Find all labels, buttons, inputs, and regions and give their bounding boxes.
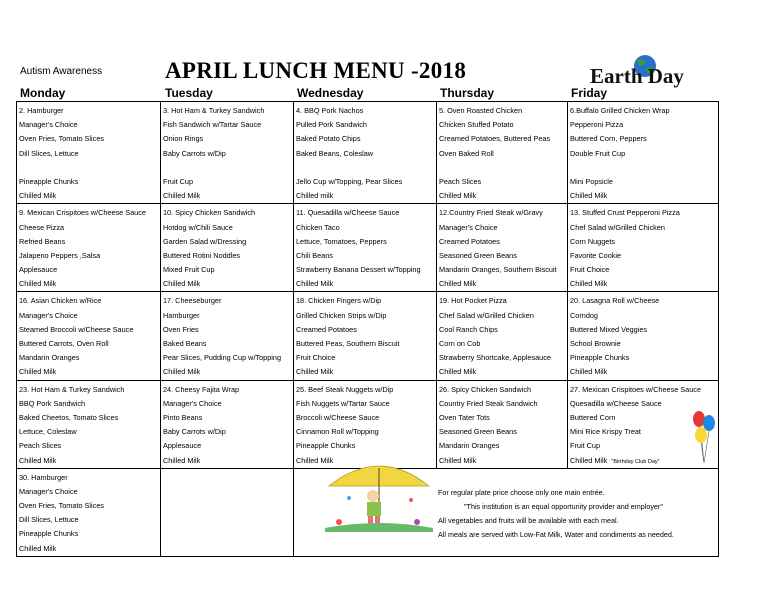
menu-cell-empty xyxy=(161,468,294,556)
balloons-icon xyxy=(690,409,716,465)
menu-item: Fish Nuggets w/Tartar Sauce xyxy=(296,398,390,408)
menu-item: Onion Rings xyxy=(163,134,204,144)
menu-item: Buttered Corn xyxy=(570,412,616,422)
menu-item: 10. Spicy Chicken Sandwich xyxy=(163,208,256,218)
menu-item: Fruit Choice xyxy=(296,353,336,363)
menu-item: Chilled Milk xyxy=(163,279,201,289)
menu-item: Manager's Choice xyxy=(439,222,498,232)
menu-item: Chilled Milk xyxy=(19,367,57,377)
menu-item: Chilled Milk xyxy=(439,191,477,201)
note-line: "This institution is an equal opportunity provider and employer" xyxy=(464,502,663,511)
menu-item: Fruit Choice xyxy=(570,265,610,275)
menu-cell xyxy=(437,102,568,204)
menu-item: 16. Asian Chicken w/Rice xyxy=(19,296,102,306)
menu-cell xyxy=(161,292,294,380)
menu-item: Broccoli w/Cheese Sauce xyxy=(296,412,380,422)
menu-item: Creamed Potatoes xyxy=(296,324,357,334)
menu-item: Chilled Milk xyxy=(439,279,477,289)
note-line: All meals are served with Low-Fat Milk, Water and condiments as needed. xyxy=(438,530,674,539)
week-row xyxy=(17,380,719,468)
menu-item: Peach Slices xyxy=(439,176,482,186)
menu-item: Chilled Milk xyxy=(163,455,201,465)
menu-item xyxy=(163,161,291,175)
menu-item: Manager's Choice xyxy=(19,486,78,496)
day-header-monday: Monday xyxy=(20,86,66,100)
menu-cell xyxy=(437,292,568,380)
menu-item: Mini Rice Krispy Treat xyxy=(570,427,641,437)
menu-item: Hotdog w/Chili Sauce xyxy=(163,222,233,232)
menu-item: Strawberry Shortcake, Applesauce xyxy=(439,353,551,363)
menu-item: Mandarin Oranges, Southern Biscuit xyxy=(439,265,557,275)
menu-cell xyxy=(437,204,568,292)
menu-item: Garden Salad w/Dressing xyxy=(163,236,247,246)
menu-item: Quesadilla w/Cheese Sauce xyxy=(570,398,662,408)
earth-day-logo-text: Earth Day xyxy=(590,64,684,88)
menu-item: Pear Slices, Pudding Cup w/Topping xyxy=(163,353,282,363)
menu-item: Seasoned Green Beans xyxy=(439,427,517,437)
menu-item-text: Chilled Milk xyxy=(570,455,608,465)
birthday-note: "Birthday Club Day" xyxy=(611,458,660,465)
page-title: APRIL LUNCH MENU -2018 xyxy=(165,58,467,83)
menu-item: Corndog xyxy=(570,310,598,320)
menu-item: 4. BBQ Pork Nachos xyxy=(296,106,364,115)
menu-item: 27. Mexican Crispitoes w/Cheese Sauce xyxy=(570,384,702,394)
menu-item: Manager's Choice xyxy=(163,398,222,408)
menu-item: Buttered Rotini Noddles xyxy=(163,250,241,260)
menu-item: Buttered Corn, Peppers xyxy=(570,134,647,144)
menu-item: Oven Fries, Tomato Slices xyxy=(19,134,105,144)
menu-item: 30. Hamburger xyxy=(19,472,68,482)
menu-item: Chilled Milk xyxy=(19,279,57,289)
menu-item: Baked Beans, Coleslaw xyxy=(296,148,374,158)
menu-cell xyxy=(294,204,437,292)
menu-item: 12.Country Fried Steak w/Gravy xyxy=(439,208,543,218)
week-row xyxy=(17,292,719,380)
menu-item: Oven Baked Roll xyxy=(439,148,494,158)
menu-item: Oven Fries xyxy=(163,324,199,334)
menu-item: Creamed Potatoes xyxy=(439,236,500,246)
menu-item: Pineapple Chunks xyxy=(19,529,79,539)
menu-item: Buttered Mixed Veggies xyxy=(570,324,648,334)
week-row xyxy=(17,204,719,292)
menu-cell xyxy=(437,380,568,468)
menu-item: 6.Buffalo Grilled Chicken Wrap xyxy=(570,106,670,115)
day-header-tuesday: Tuesday xyxy=(165,86,213,100)
menu-item: Chilled Milk xyxy=(439,455,477,465)
menu-item: Oven Fries, Tomato Slices xyxy=(19,501,105,511)
menu-item: Steamed Broccoli w/Cheese Sauce xyxy=(19,324,134,334)
menu-cell xyxy=(17,204,161,292)
menu-item xyxy=(570,161,716,175)
menu-item: Peach Slices xyxy=(19,441,62,451)
menu-item: 25. Beef Steak Nuggets w/Dip xyxy=(296,384,394,394)
menu-item: Chilled Milk xyxy=(570,367,608,377)
menu-item: Fruit Cup xyxy=(570,441,601,451)
menu-item xyxy=(439,161,565,175)
menu-item: Cheese Pizza xyxy=(19,222,65,232)
menu-cell xyxy=(17,292,161,380)
menu-item: Baby Carrots w/Dip xyxy=(163,148,226,158)
menu-item: Chilled Milk xyxy=(296,455,334,465)
menu-item: Chilled Milk xyxy=(296,367,334,377)
menu-item: Lettuce, Tomatoes, Peppers xyxy=(296,236,387,246)
menu-item: Pinto Beans xyxy=(163,412,203,422)
menu-item: Chilled Milk xyxy=(439,367,477,377)
menu-item: Lettuce, Coleslaw xyxy=(19,427,77,437)
menu-item: Chilled Milk xyxy=(19,191,57,201)
menu-cell xyxy=(17,380,161,468)
menu-item: Seasoned Green Beans xyxy=(439,250,517,260)
menu-item: 26. Spicy Chicken Sandwich xyxy=(439,384,532,394)
menu-item: Chicken Stuffed Potato xyxy=(439,120,514,130)
menu-item: 2. Hamburger xyxy=(19,106,64,115)
menu-item: Chef Salad w/Grilled Chicken xyxy=(570,222,665,232)
day-header-friday: Friday xyxy=(571,86,608,100)
subtitle: Autism Awareness xyxy=(20,66,103,77)
menu-item: 19. Hot Pocket Pizza xyxy=(439,296,507,306)
menu-item: Buttered Carrots, Oven Roll xyxy=(19,339,109,348)
menu-item: Fruit Cup xyxy=(163,176,194,186)
menu-item: Baby Carrots w/Dip xyxy=(163,427,226,437)
menu-item: Corn on Cob xyxy=(439,339,481,348)
menu-item: Creamed Potatoes, Buttered Peas xyxy=(439,134,551,144)
menu-item: Chicken Taco xyxy=(296,222,340,232)
menu-item: 3. Hot Ham & Turkey Sandwich xyxy=(163,106,265,115)
menu-item: Chilled Milk xyxy=(163,191,201,201)
menu-item: BBQ Pork Sandwich xyxy=(19,398,86,408)
menu-item: Chilled Milk xyxy=(19,543,57,553)
menu-item: Mixed Fruit Cup xyxy=(163,265,215,275)
menu-item: Mandarin Oranges xyxy=(19,353,80,363)
menu-cell xyxy=(568,102,719,204)
menu-item: Chilled Milk xyxy=(19,455,57,465)
umbrella-child-illustration xyxy=(325,458,433,532)
menu-item: Fish Sandwich w/Tartar Sauce xyxy=(163,120,262,130)
menu-item: Jello Cup w/Topping, Pear Slices xyxy=(296,176,403,186)
menu-item: Jalapeno Peppers ,Salsa xyxy=(19,250,101,260)
menu-item: Baked Cheetos, Tomato Slices xyxy=(19,412,119,422)
menu-cell xyxy=(294,292,437,380)
menu-cell xyxy=(17,468,161,556)
menu-item: Chilled Milk xyxy=(163,367,201,377)
menu-item: Grilled Chicken Strips w/Dip xyxy=(296,310,387,320)
menu-item: Mandarin Oranges xyxy=(439,441,500,451)
menu-item: 23. Hot Ham & Turkey Sandwich xyxy=(19,384,125,394)
menu-item xyxy=(296,161,434,175)
menu-item: Pepperoni Pizza xyxy=(570,120,624,130)
menu-item: School Brownie xyxy=(570,339,621,348)
menu-item: Manager's Choice xyxy=(19,120,78,130)
menu-cell xyxy=(568,204,719,292)
day-header-wednesday: Wednesday xyxy=(297,86,364,100)
menu-item: 18. Chicken Fingers w/Dip xyxy=(296,296,382,306)
menu-item: Pulled Pork Sandwich xyxy=(296,120,367,130)
menu-item: Applesauce xyxy=(19,265,58,275)
menu-item: 11. Quesadilla w/Cheese Sauce xyxy=(296,208,400,218)
menu-item: 5. Oven Roasted Chicken xyxy=(439,106,523,115)
menu-item: Double Fruit Cup xyxy=(570,148,626,158)
menu-item: 17. Cheeseburger xyxy=(163,296,222,306)
menu-item: Dill Slices, Lettuce xyxy=(19,515,79,525)
menu-item: Buttered Peas, Southern Biscuit xyxy=(296,339,400,348)
menu-item: Chilled Milk xyxy=(296,279,334,289)
menu-item: Country Fried Steak Sandwich xyxy=(439,398,538,408)
menu-cell xyxy=(161,204,294,292)
menu-item: Pineapple Chunks xyxy=(570,353,630,363)
menu-item: Dill Slices, Lettuce xyxy=(19,148,79,158)
menu-notes xyxy=(438,486,674,542)
menu-item: Applesauce xyxy=(163,441,202,451)
week-row xyxy=(17,102,719,204)
menu-item: Chef Salad w/Grilled Chicken xyxy=(439,310,534,320)
note-line: All vegetables and fruits will be available with each meal. xyxy=(438,516,619,525)
menu-item: Corn Nuggets xyxy=(570,236,616,246)
menu-cell xyxy=(568,292,719,380)
menu-cell xyxy=(568,380,719,468)
menu-item: Cool Ranch Chips xyxy=(439,324,498,334)
note-line: For regular plate price choose only one main entrée. xyxy=(438,488,605,497)
menu-item: Strawberry Banana Dessert w/Topping xyxy=(296,265,421,275)
menu-item: Chili Beans xyxy=(296,250,333,260)
menu-item: 24. Cheesy Fajita Wrap xyxy=(163,384,240,394)
menu-item: Refried Beans xyxy=(19,236,66,246)
menu-item: Chilled Milk xyxy=(570,279,608,289)
menu-cell xyxy=(294,102,437,204)
menu-item: Pineapple Chunks xyxy=(296,441,356,451)
menu-cell xyxy=(161,380,294,468)
menu-item: Chilled milk xyxy=(296,191,334,201)
menu-item: Cinnamon Roll w/Topping xyxy=(296,427,379,437)
day-header-thursday: Thursday xyxy=(440,86,495,100)
menu-cell xyxy=(294,380,437,468)
menu-item: Manager's Choice xyxy=(19,310,78,320)
menu-item: 20. Lasagna Roll w/Cheese xyxy=(570,296,660,306)
menu-item: 13. Stuffed Crust Pepperoni Pizza xyxy=(570,208,680,218)
menu-item: Hamburger xyxy=(163,310,200,320)
menu-item: 9. Mexican Crispitoes w/Cheese Sauce xyxy=(19,208,146,218)
menu-item: Pineapple Chunks xyxy=(19,176,79,186)
menu-item xyxy=(19,161,158,175)
menu-item: Baked Potato Chips xyxy=(296,134,361,144)
menu-item: Baked Beans xyxy=(163,339,207,348)
menu-item: Mini Popsicle xyxy=(570,176,613,186)
menu-cell xyxy=(17,102,161,204)
menu-item: Chilled Milk xyxy=(570,191,608,201)
menu-item: Oven Tater Tots xyxy=(439,412,490,422)
menu-item: Favorite Cookie xyxy=(570,250,622,260)
menu-cell xyxy=(161,102,294,204)
